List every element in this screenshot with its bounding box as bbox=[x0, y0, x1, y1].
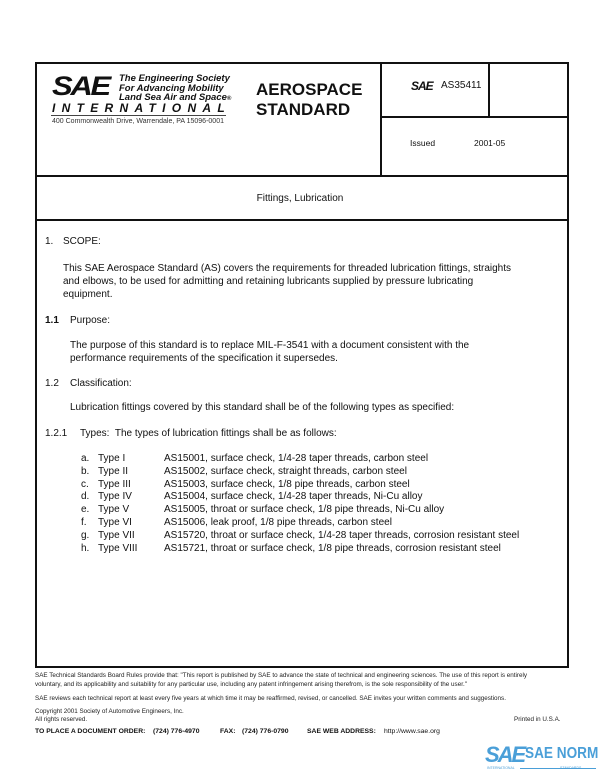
section-heading: SCOPE: bbox=[63, 236, 101, 247]
fax-label: FAX: bbox=[220, 728, 236, 735]
type-list-item bbox=[81, 530, 519, 541]
section-number: 1. bbox=[45, 236, 54, 247]
type-list-item bbox=[81, 453, 428, 464]
watermark-logo: SAE bbox=[485, 742, 525, 767]
type-list-item bbox=[81, 466, 407, 477]
scope-paragraph: This SAE Aerospace Standard (AS) covers the requirements for threaded lubrication fittings, straights and elbows, to be used for admitting and retaining lubricants supplied by pressure lubricating equipment. bbox=[63, 263, 511, 300]
doc-number: AS35411 bbox=[441, 80, 482, 91]
item-letter: c. bbox=[81, 478, 89, 490]
item-type: Type II bbox=[98, 465, 129, 477]
section-heading: Classification: bbox=[70, 378, 132, 389]
item-description: AS15005, throat or surface check, 1/8 pipe threads, Ni-Cu alloy bbox=[164, 504, 445, 516]
type-list-item bbox=[81, 517, 392, 528]
item-type: Type III bbox=[98, 478, 131, 490]
order-phone: (724) 776-4970 bbox=[153, 728, 200, 735]
watermark-sub-left: INTERNATIONAL bbox=[487, 766, 515, 770]
section-number: 1.2.1 bbox=[45, 428, 68, 439]
document-title: Fittings, Lubrication bbox=[256, 193, 344, 204]
review-notice: SAE reviews each technical report at least every five years at which time it may be reaffirmed, revised, or cancelled. SAE invites your written comments and suggestions. bbox=[35, 695, 506, 702]
item-letter: e. bbox=[81, 504, 90, 516]
order-label: TO PLACE A DOCUMENT ORDER: bbox=[35, 728, 146, 735]
item-letter: b. bbox=[81, 465, 90, 477]
item-type: Type I bbox=[98, 453, 126, 464]
types-intro: Types: The types of lubrication fittings shall be as follows: bbox=[80, 428, 337, 439]
item-description: AS15006, leak proof, 1/8 pipe threads, carbon steel bbox=[164, 517, 392, 528]
item-description: AS15721, throat or surface check, 1/8 pipe threads, corrosion resistant steel bbox=[164, 542, 501, 554]
item-type: Type V bbox=[98, 504, 130, 516]
item-type: Type VIII bbox=[98, 542, 138, 554]
section-number: 1.1 bbox=[45, 315, 59, 326]
title-bottom-rule bbox=[35, 219, 567, 221]
item-type: Type IV bbox=[98, 491, 132, 503]
doc-type: AEROSPACE STANDARD bbox=[256, 80, 363, 119]
item-description: AS15004, surface check, 1/4-28 taper threads, Ni-Cu alloy bbox=[164, 491, 423, 503]
web-url[interactable]: http://www.sae.org bbox=[384, 728, 440, 735]
watermark-rule bbox=[520, 768, 596, 769]
type-list-item bbox=[81, 491, 422, 502]
watermark-text: SAE NORM bbox=[525, 745, 599, 762]
item-letter: h. bbox=[81, 542, 90, 554]
address: 400 Commonwealth Drive, Warrendale, PA 15096-0001 bbox=[52, 118, 224, 125]
type-list-item bbox=[81, 479, 410, 490]
classification-paragraph: Lubrication fittings covered by this standard shall be of the following types as specified: bbox=[70, 402, 455, 413]
item-description: AS15720, throat or surface check, 1/4-28 taper threads, corrosion resistant steel bbox=[164, 529, 520, 541]
header-divider bbox=[488, 62, 490, 117]
sae-logo: SAE bbox=[52, 71, 109, 101]
header-divider bbox=[380, 62, 382, 176]
item-description: AS15002, surface check, straight threads, carbon steel bbox=[164, 465, 407, 477]
copyright: Copyright 2001 Society of Automotive Engineers, Inc. All rights reserved. bbox=[35, 708, 184, 723]
rules-notice: SAE Technical Standards Board Rules provide that: "This report is published by SAE to advance the state of technical and engineering sciences. The use of this report is entirely voluntary, and its applicability and suitability for any particular use, including any patent infringement arising therefrom, is the sole responsibility of the user." bbox=[35, 672, 528, 688]
item-description: AS15003, surface check, 1/8 pipe threads, carbon steel bbox=[164, 478, 410, 490]
section-number: 1.2 bbox=[45, 378, 59, 389]
item-type: Type VII bbox=[98, 529, 135, 541]
logo-tagline: The Engineering Society For Advancing Mobility Land Sea Air and Space® bbox=[119, 73, 232, 103]
item-type: Type VI bbox=[98, 517, 132, 528]
issued-label: Issued bbox=[410, 138, 436, 148]
header-bottom-rule bbox=[35, 175, 567, 177]
purpose-paragraph: The purpose of this standard is to replace MIL-F-3541 with a document consistent with the performance requirements of the specification it supersedes. bbox=[70, 340, 470, 364]
item-letter: g. bbox=[81, 529, 90, 541]
type-list-item bbox=[81, 504, 444, 515]
item-letter: d. bbox=[81, 491, 90, 503]
printed-in: Printed in U.S.A. bbox=[514, 716, 561, 723]
web-label: SAE WEB ADDRESS: bbox=[307, 728, 376, 735]
item-letter: f. bbox=[81, 517, 87, 528]
logo-international: INTERNATIONAL bbox=[52, 101, 232, 115]
logo-rule bbox=[51, 115, 226, 116]
document-frame bbox=[35, 62, 569, 668]
section-heading: Purpose: bbox=[70, 315, 111, 326]
small-sae-logo: SAE bbox=[411, 79, 433, 93]
item-description: AS15001, surface check, 1/4-28 taper threads, carbon steel bbox=[164, 453, 429, 464]
item-letter: a. bbox=[81, 453, 90, 464]
issued-date: 2001-05 bbox=[474, 138, 506, 148]
type-list-item bbox=[81, 543, 501, 554]
header-divider bbox=[380, 116, 567, 118]
fax-phone: (724) 776-0790 bbox=[242, 728, 289, 735]
